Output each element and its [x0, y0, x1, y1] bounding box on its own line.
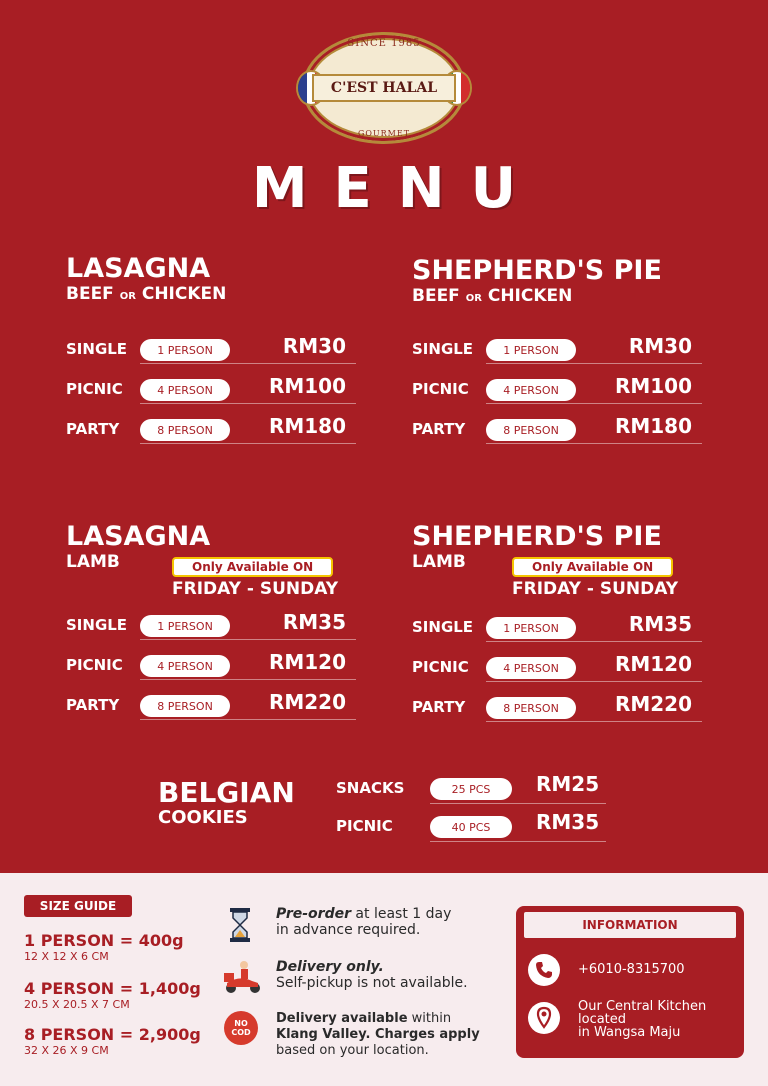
price: RM100 [268, 374, 346, 398]
size-pill: 1 PERSON [486, 339, 576, 361]
size-weight: 4 PERSON = 1,400g [24, 979, 201, 998]
row-divider [140, 363, 356, 364]
size-dims: 12 X 12 X 6 CM [24, 950, 109, 963]
tier-label: PARTY [66, 420, 120, 438]
location-pin-icon [528, 1002, 560, 1034]
size-pill: 1 PERSON [486, 617, 576, 639]
tier-label: SINGLE [66, 340, 128, 358]
price-row [66, 610, 356, 640]
tier-label: SINGLE [412, 618, 474, 636]
row-divider [486, 721, 702, 722]
location-item [528, 999, 738, 1042]
row-divider [140, 639, 356, 640]
brand-logo [296, 30, 472, 146]
section-belgian-cookies [158, 778, 295, 828]
price: RM180 [268, 414, 346, 438]
availability-notice [512, 556, 678, 599]
row-divider [140, 403, 356, 404]
tier-label: PICNIC [66, 380, 123, 398]
size-dims: 32 X 26 X 9 CM [24, 1044, 109, 1057]
size-guide-item [24, 931, 184, 963]
delivery-text: Delivery only. Self-pickup is not available. [276, 959, 468, 991]
logo-since: SINCE 1985 [347, 38, 421, 49]
size-pill: 8 PERSON [486, 419, 576, 441]
logo-name: C'EST HALAL [312, 74, 456, 102]
price: RM30 [282, 334, 346, 358]
price-row [66, 650, 356, 680]
size-weight: 1 PERSON = 400g [24, 931, 184, 950]
section-shepherds-pie-beef-chicken [412, 256, 712, 309]
price: RM100 [614, 374, 692, 398]
tier-label: PARTY [412, 698, 466, 716]
footer [0, 873, 768, 1086]
price: RM35 [628, 612, 692, 636]
menu-title: MENU [251, 156, 543, 221]
information-card [516, 906, 744, 1058]
section-subtitle: LAMB [412, 552, 466, 572]
row-divider [486, 403, 702, 404]
row-divider [140, 719, 356, 720]
price: RM220 [268, 690, 346, 714]
tier-label: PARTY [66, 696, 120, 714]
row-divider [140, 679, 356, 680]
tier-label: PICNIC [336, 817, 393, 835]
tier-label: PICNIC [412, 380, 469, 398]
delivery-area-note [222, 1011, 512, 1065]
section-title: SHEPHERD'S PIE [412, 255, 662, 286]
delivery-note [222, 959, 512, 999]
hourglass-icon [222, 906, 264, 944]
section-subtitle: BEEF OR CHICKEN [412, 286, 573, 306]
price-row [336, 774, 606, 804]
tier-label: PICNIC [66, 656, 123, 674]
delivery-scooter-icon [222, 959, 264, 997]
price-row [412, 334, 702, 364]
size-guide-heading: SIZE GUIDE [24, 895, 132, 917]
size-pill: 40 PCS [430, 816, 512, 838]
availability-notice [172, 556, 338, 599]
tier-label: SINGLE [66, 616, 128, 634]
price-row [336, 812, 606, 842]
availability-pill: Only Available ON [512, 557, 673, 577]
price: RM180 [614, 414, 692, 438]
row-divider [486, 363, 702, 364]
size-pill: 1 PERSON [140, 615, 230, 637]
size-pill: 4 PERSON [486, 657, 576, 679]
availability-days: FRIDAY - SUNDAY [172, 579, 339, 599]
section-subtitle: COOKIES [158, 807, 248, 828]
price: RM120 [268, 650, 346, 674]
price-row [66, 374, 356, 404]
size-guide-item [24, 1025, 201, 1057]
no-cod-icon: NO COD [224, 1011, 258, 1045]
section-subtitle: LAMB [66, 552, 120, 572]
size-pill: 4 PERSON [486, 379, 576, 401]
size-guide-item [24, 979, 201, 1011]
size-dims: 20.5 X 20.5 X 7 CM [24, 998, 130, 1011]
phone-icon [528, 954, 560, 986]
tier-label: SINGLE [412, 340, 474, 358]
size-pill: 25 PCS [430, 778, 512, 800]
location-text: Our Central Kitchen located in Wangsa Maju [578, 999, 707, 1040]
phone-number[interactable]: +6010-8315700 [578, 962, 685, 977]
availability-days: FRIDAY - SUNDAY [512, 579, 679, 599]
size-weight: 8 PERSON = 2,900g [24, 1025, 201, 1044]
delivery-area-text: Delivery available within Klang Valley. Charges apply based on your location. [276, 1011, 480, 1058]
price-row [412, 374, 702, 404]
tier-label: PARTY [412, 420, 466, 438]
tier-label: PICNIC [412, 658, 469, 676]
row-divider [430, 803, 606, 804]
information-heading: INFORMATION [524, 912, 736, 938]
row-divider [486, 641, 702, 642]
section-title: SHEPHERD'S PIE [412, 521, 662, 552]
row-divider [486, 681, 702, 682]
size-pill: 4 PERSON [140, 379, 230, 401]
section-title: LASAGNA [66, 253, 211, 284]
preorder-text: Pre-order at least 1 day in advance required. [276, 906, 452, 938]
price-row [412, 692, 702, 722]
size-pill: 4 PERSON [140, 655, 230, 677]
row-divider [486, 443, 702, 444]
section-subtitle: BEEF OR CHICKEN [66, 284, 227, 304]
price: RM35 [536, 810, 600, 834]
size-pill: 8 PERSON [140, 695, 230, 717]
availability-pill: Only Available ON [172, 557, 333, 577]
price: RM30 [628, 334, 692, 358]
price-row [66, 414, 356, 444]
tier-label: SNACKS [336, 779, 405, 797]
section-lasagna-beef-chicken [66, 254, 366, 307]
phone-item[interactable] [528, 954, 738, 986]
section-title: BELGIAN [158, 776, 295, 809]
price-row [412, 612, 702, 642]
logo-tag: GOURMET [357, 129, 411, 138]
price: RM220 [614, 692, 692, 716]
row-divider [430, 841, 606, 842]
size-pill: 1 PERSON [140, 339, 230, 361]
preorder-note [222, 906, 512, 946]
price: RM25 [536, 772, 600, 796]
price: RM35 [282, 610, 346, 634]
size-pill: 8 PERSON [140, 419, 230, 441]
price-row [66, 690, 356, 720]
row-divider [140, 443, 356, 444]
price-row [412, 652, 702, 682]
price: RM120 [614, 652, 692, 676]
size-pill: 8 PERSON [486, 697, 576, 719]
price-row [66, 334, 356, 364]
price-row [412, 414, 702, 444]
section-title: LASAGNA [66, 521, 211, 552]
